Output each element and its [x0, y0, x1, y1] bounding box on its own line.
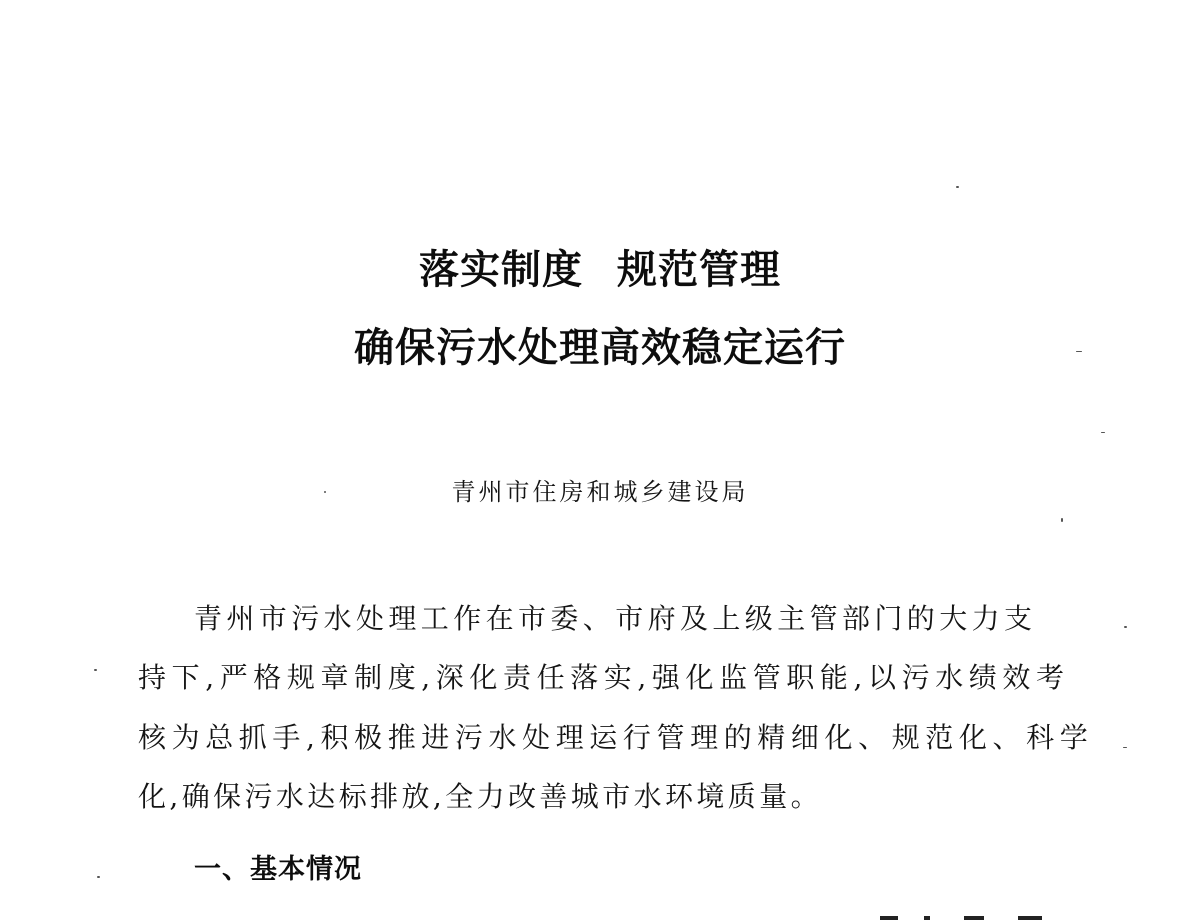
scan-speck	[1124, 626, 1127, 628]
section-heading: 一、基本情况	[194, 854, 362, 885]
scan-speck	[956, 186, 959, 188]
body-paragraph-line: 化,确保污水达标排放,全力改善城市水环境质量。	[138, 780, 823, 813]
title-line-2: 确保污水处理高效稳定运行	[354, 325, 846, 371]
author-line: 青州市住房和城乡建设局	[451, 478, 749, 506]
body-paragraph-line: 青州市污水处理工作在市委、市府及上级主管部门的大力支	[194, 602, 1037, 635]
body-paragraph-line: 持下,严格规章制度,深化责任落实,强化监管职能,以污水绩效考	[138, 661, 1070, 694]
scan-speck	[1076, 351, 1082, 352]
scan-speck	[1101, 432, 1105, 433]
scan-speck	[324, 491, 326, 493]
scan-speck	[1123, 747, 1127, 748]
scan-speck	[1061, 518, 1063, 522]
title-part-2: 规范管理	[617, 247, 781, 293]
clipped-next-line	[880, 906, 1060, 920]
body-paragraph-line: 核为总抓手,积极推进污水处理运行管理的精细化、规范化、科学	[138, 721, 1094, 754]
title-line-1	[0, 247, 1200, 293]
scan-speck	[94, 669, 97, 671]
scan-speck	[97, 876, 100, 878]
title-part-1: 落实制度	[419, 247, 583, 293]
